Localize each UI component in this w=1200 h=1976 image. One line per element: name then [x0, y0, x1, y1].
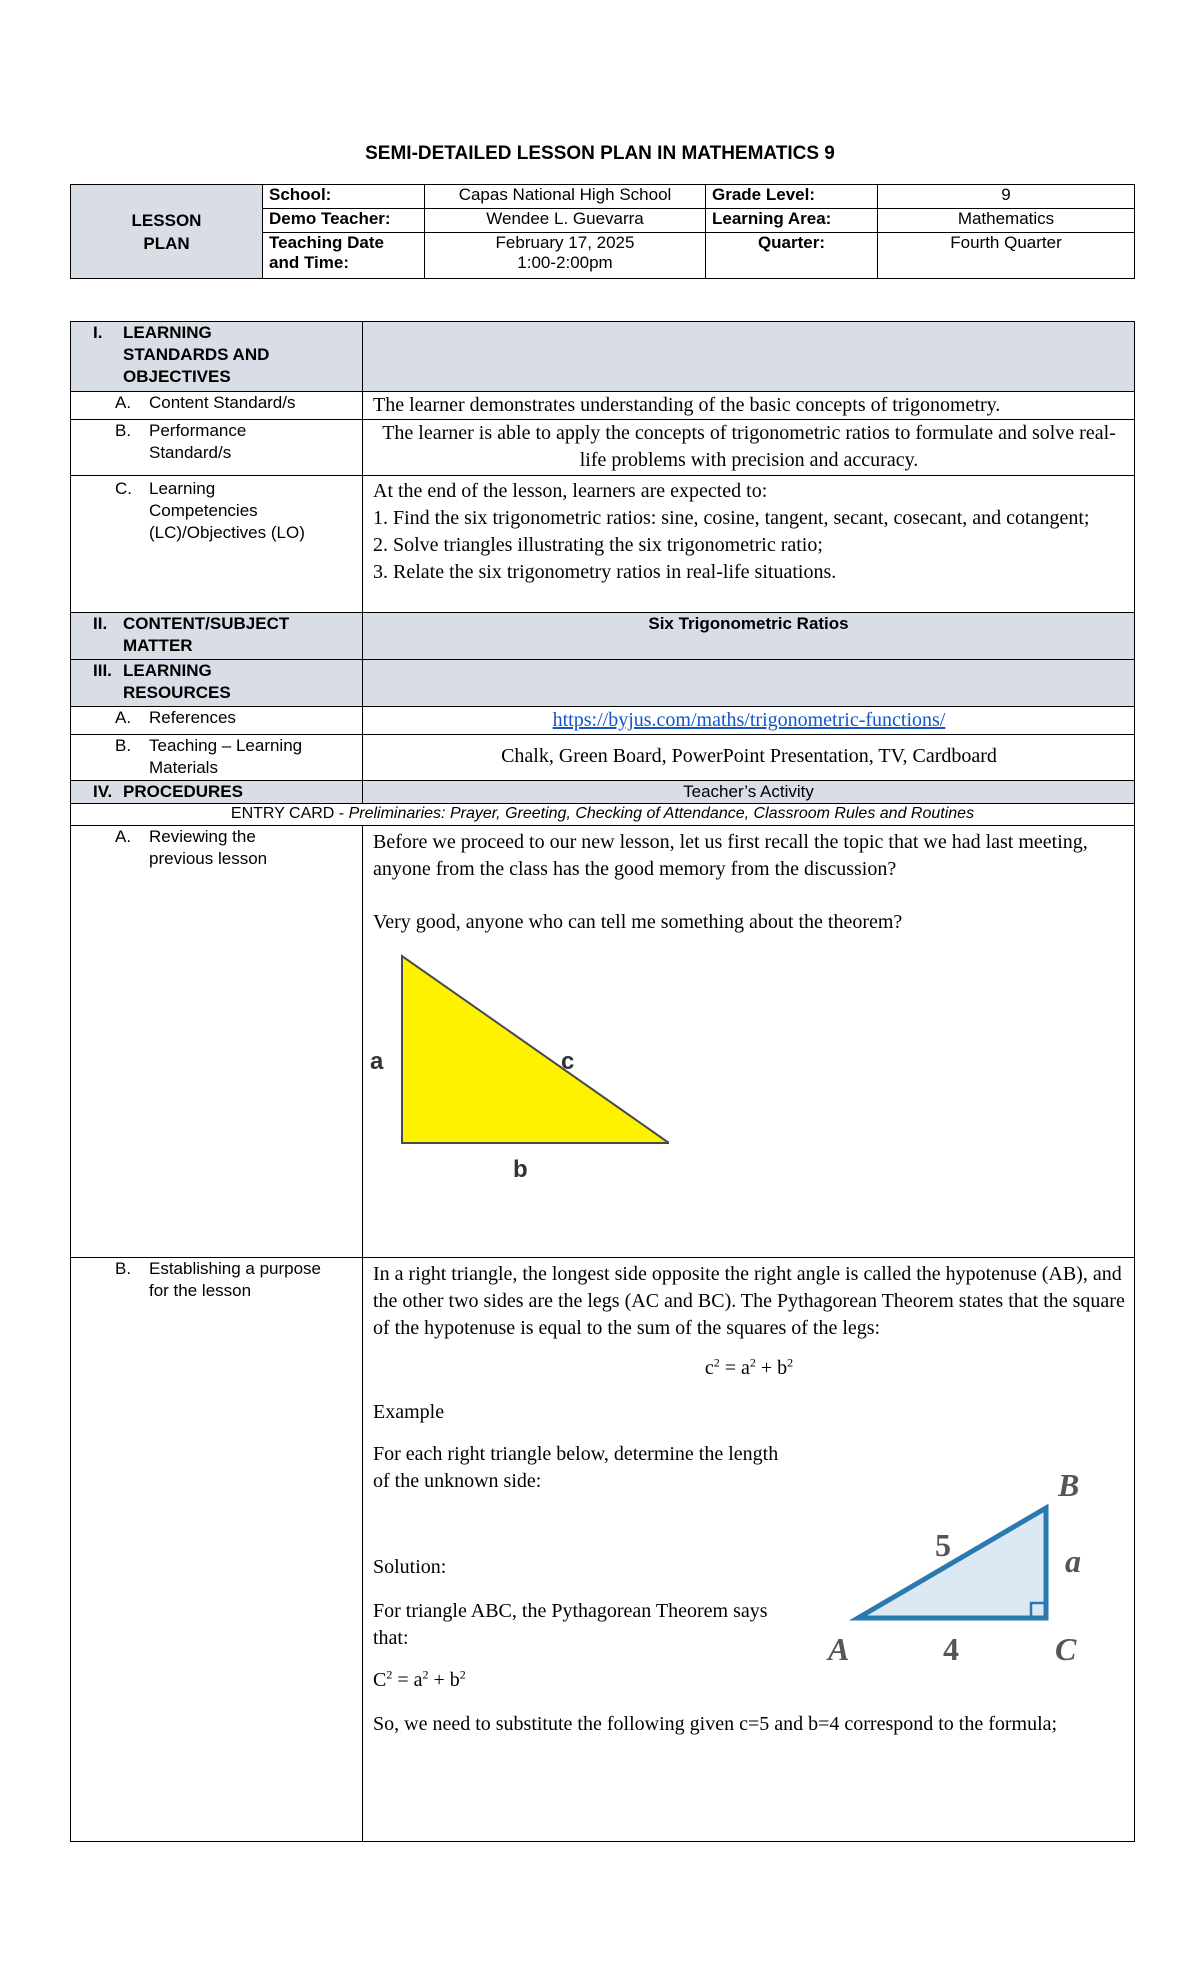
learning-area-value: Mathematics: [878, 209, 1135, 233]
yellow-triangle: [402, 956, 669, 1143]
quarter-value: Fourth Quarter: [878, 233, 1135, 279]
vertex-b-label: B: [1058, 1467, 1080, 1503]
references-label: A. References: [71, 707, 363, 735]
teacher-value: Wendee L. Guevarra: [425, 209, 706, 233]
document-title: SEMI-DETAILED LESSON PLAN IN MATHEMATICS 9: [365, 143, 835, 164]
solution-formula: $C^2 = a^2 + b^2$: [373, 1667, 466, 1691]
content-standard-text: The learner demonstrates understanding of the basic concepts of trigonometry.: [363, 392, 1135, 420]
quarter-label: Quarter:: [706, 233, 878, 279]
references-cell: [363, 707, 1135, 735]
side-a-label: a: [1065, 1543, 1081, 1579]
side-c-label: c: [561, 1048, 575, 1075]
lesson-plan-table: [70, 321, 1135, 1842]
content-standard-label: A. Content Standard/s: [71, 392, 363, 420]
section-resources-heading: III. LEARNING RESOURCES: [71, 660, 363, 707]
grade-level-label: Grade Level:: [706, 185, 878, 209]
entry-card: ENTRY CARD - Preliminaries: Prayer, Greeting, Checking of Attendance, Classroom Rules and Routines: [71, 804, 1135, 826]
section-learning-standards-heading: I. LEARNING STANDARDS AND OBJECTIVES: [71, 322, 363, 392]
establishing-purpose-label: B. Establishing a purpose for the lesson: [71, 1258, 363, 1842]
performance-standard-label: B. Performance Standard/s: [71, 420, 363, 476]
teaching-date-label: Teaching Date and Time:: [263, 233, 425, 279]
vertex-a-label: A: [828, 1631, 850, 1667]
school-value: Capas National High School: [425, 185, 706, 209]
vertex-c-label: C: [1055, 1631, 1077, 1667]
learning-competencies-label: C. Learning Competencies (LC)/Objectives (LO): [71, 476, 363, 613]
materials-text: Chalk, Green Board, PowerPoint Presentation, TV, Cardboard: [363, 735, 1135, 781]
side-b-label: b: [513, 1156, 528, 1183]
materials-label: B. Teaching – Learning Materials: [71, 735, 363, 781]
section-procedures-heading: IV. PROCEDURES: [71, 781, 363, 804]
lesson-plan-label: LESSON PLAN: [71, 185, 263, 279]
performance-standard-text: The learner is able to apply the concepts of trigonometric ratios to formulate and solve real-life problems with precision and accuracy.: [363, 420, 1135, 476]
reference-link[interactable]: https://byjus.com/maths/trigonometric-functions/: [552, 709, 946, 731]
teaching-date-value: February 17, 2025 1:00-2:00pm: [425, 233, 706, 279]
grade-level-value: 9: [878, 185, 1135, 209]
establishing-purpose-content: In a right triangle, the longest side opposite the right angle is called the hypotenuse (AB), and the other two sides are the legs (AC and BC). The Pythagorean Theorem states that the square of the hypotenuse is equal to the sum of the squares of the legs: $c^2 = a^2 + b^2$ Example For each right triangle below, determine the length of the unknown side: Solution: For triangle ABC, the Pythagorean Theorem says that: $C^2 = a^2 + b^2$ So, we need to substitute the following given c=5 and b=4 correspond to the formula; B a 5 A 4 C: [363, 1258, 1135, 1842]
reviewing-lesson-content: Before we proceed to our new lesson, let us first recall the topic that we had last meeting, anyone from the class has the good memory from the discussion? Very good, anyone who can tell me something about the theorem? a c b: [363, 826, 1135, 1258]
hypotenuse-5-label: 5: [935, 1527, 951, 1563]
teachers-activity-heading: Teacher’s Activity: [363, 781, 1135, 804]
learning-area-label: Learning Area:: [706, 209, 878, 233]
school-label: School:: [263, 185, 425, 209]
base-4-label: 4: [943, 1631, 959, 1667]
right-triangle-diagram: [369, 951, 669, 1201]
learning-objectives-text: At the end of the lesson, learners are expected to: 1. Find the six trigonometric ratios: sine, cosine, tangent, secant, cosecant, and cotangent; 2. Solve triangles illustrating the six trigonometric ratio; 3. Relate the six trigonometry ratios in real-life situations.: [363, 476, 1135, 613]
side-a-label: a: [370, 1048, 384, 1075]
header-table: [70, 184, 1135, 279]
teacher-label: Demo Teacher:: [263, 209, 425, 233]
section-content-heading: II. CONTENT/SUBJECT MATTER: [71, 613, 363, 660]
reviewing-lesson-label: A. Reviewing the previous lesson: [71, 826, 363, 1258]
subject-matter-value: Six Trigonometric Ratios: [363, 613, 1135, 660]
blue-triangle: [858, 1508, 1046, 1618]
abc-triangle-diagram: [803, 1456, 1093, 1696]
pythagorean-formula: $c^2 = a^2 + b^2$: [704, 1355, 794, 1379]
